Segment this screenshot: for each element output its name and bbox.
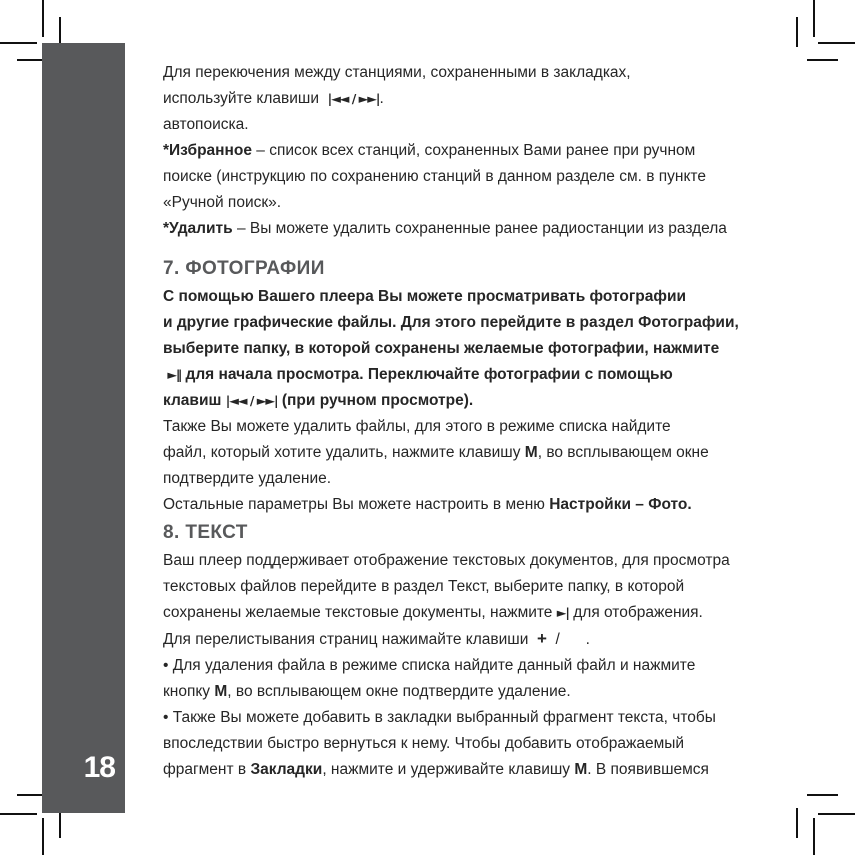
text-segment: файл, который хотите удалить, нажмите клавишу [163, 444, 525, 461]
text-line [163, 284, 823, 310]
text-segment: Также Вы можете удалить файлы, для этого в режиме списка найдите [163, 418, 671, 435]
crop-mark [796, 17, 798, 47]
text-line [163, 388, 823, 414]
crop-mark [818, 42, 855, 44]
plus-key-icon: + [536, 629, 547, 648]
text-segment: текстовых файлов перейдите в раздел Текст, выберите папку, в которой [163, 578, 685, 595]
text-line [163, 60, 823, 86]
text-segment: . [379, 90, 384, 107]
text-segment: кнопку [163, 683, 215, 700]
text-segment: . В появившемся [587, 761, 709, 778]
crop-mark [0, 813, 37, 815]
section-heading: 8. ТЕКСТ [163, 522, 248, 543]
text-line [163, 190, 823, 216]
crop-mark [807, 794, 838, 796]
text-segment: М [574, 761, 588, 778]
text-line [163, 112, 823, 138]
text-line [163, 310, 823, 336]
text-segment: *Удалить [163, 220, 233, 237]
text-segment: Закладки [250, 761, 323, 778]
text-segment: С помощью Вашего плеера Вы можете просматривать фотографии [163, 288, 687, 305]
text-segment: сохранены желаемые текстовые документы, нажмите [163, 604, 557, 621]
crop-mark [813, 0, 815, 37]
play-key-icon: ►| [556, 605, 569, 620]
crop-mark [0, 42, 37, 44]
text-segment: • Также Вы можете добавить в закладки выбранный фрагмент текста, чтобы [163, 709, 716, 726]
text-line [163, 492, 823, 518]
text-segment: , во всплывающем окне подтвердите удаление. [227, 683, 571, 700]
text-segment: , нажмите и удерживайте клавишу [322, 761, 575, 778]
crop-mark [813, 818, 815, 855]
text-segment: / . [546, 631, 590, 648]
text-segment: – список всех станций, сохраненных Вами ранее при ручном [251, 142, 696, 159]
sidebar-bar [42, 43, 125, 813]
text-segment: Для перелистывания страниц нажимайте клавиши [163, 631, 537, 648]
text-segment: Настройки – Фото. [549, 496, 692, 513]
text-segment: М [524, 444, 538, 461]
text-line [163, 362, 823, 388]
text-line [163, 440, 823, 466]
page-number: 18 [83, 751, 115, 784]
text-segment: (при ручном просмотре). [277, 392, 474, 409]
text-segment: используйте клавиши [163, 90, 328, 107]
crop-mark [818, 813, 855, 815]
text-segment: М [214, 683, 228, 700]
text-line [163, 679, 823, 705]
text-line [163, 705, 823, 731]
text-line [163, 653, 823, 679]
text-segment: Для перекючения между станциями, сохраненными в закладках, [163, 64, 631, 81]
text-segment: «Ручной поиск». [163, 194, 282, 211]
text-segment: подтвердите удаление. [163, 470, 332, 487]
text-line [163, 216, 823, 242]
text-segment: *Избранное [163, 142, 252, 159]
text-line [163, 466, 823, 492]
crop-mark [42, 0, 44, 37]
text-line [163, 574, 823, 600]
play-pause-key-icon: ►‖ [167, 367, 182, 382]
crop-mark [796, 808, 798, 838]
text-segment: поиске (инструкцию по сохранению станций в данном разделе см. в пункте [163, 168, 706, 185]
text-segment: клавиш [163, 392, 226, 409]
text-line [163, 757, 823, 783]
text-line [163, 86, 823, 112]
text-line [163, 138, 823, 164]
text-segment: • Для удаления файла в режиме списка найдите данный файл и нажмите [163, 657, 696, 674]
text-segment: впоследствии быстро вернуться к нему. Чтобы добавить отображаемый [163, 735, 685, 752]
text-segment: для начала просмотра. Переключайте фотографии с помощью [181, 366, 673, 383]
text-line [163, 626, 823, 653]
manual-text [163, 60, 823, 783]
text-segment: для отображения. [568, 604, 703, 621]
text-line [163, 600, 823, 626]
text-line [163, 548, 823, 574]
text-line [163, 164, 823, 190]
text-segment: Ваш плеер поддерживает отображение текстовых документов, для просмотра [163, 552, 730, 569]
text-line [163, 731, 823, 757]
text-line [163, 414, 823, 440]
text-line [163, 336, 823, 362]
prev-next-keys-icon: |◄◄ / ►►| [327, 91, 380, 106]
crop-mark [42, 818, 44, 855]
text-segment: фрагмент в [163, 761, 251, 778]
prev-next-keys-icon: |◄◄ / ►►| [225, 393, 278, 408]
text-segment: – Вы можете удалить сохраненные ранее радиостанции из раздела [232, 220, 727, 237]
section-heading: 7. ФОТОГРАФИИ [163, 258, 325, 279]
text-segment: Остальные параметры Вы можете настроить в меню [163, 496, 550, 513]
text-segment: , во всплывающем окне [537, 444, 709, 461]
text-segment: выберите папку, в которой сохранены желаемые фотографии, нажмите [163, 340, 720, 357]
text-segment: и другие графические файлы. Для этого перейдите в раздел Фотографии, [163, 314, 739, 331]
text-segment: автопоиска. [163, 116, 249, 133]
